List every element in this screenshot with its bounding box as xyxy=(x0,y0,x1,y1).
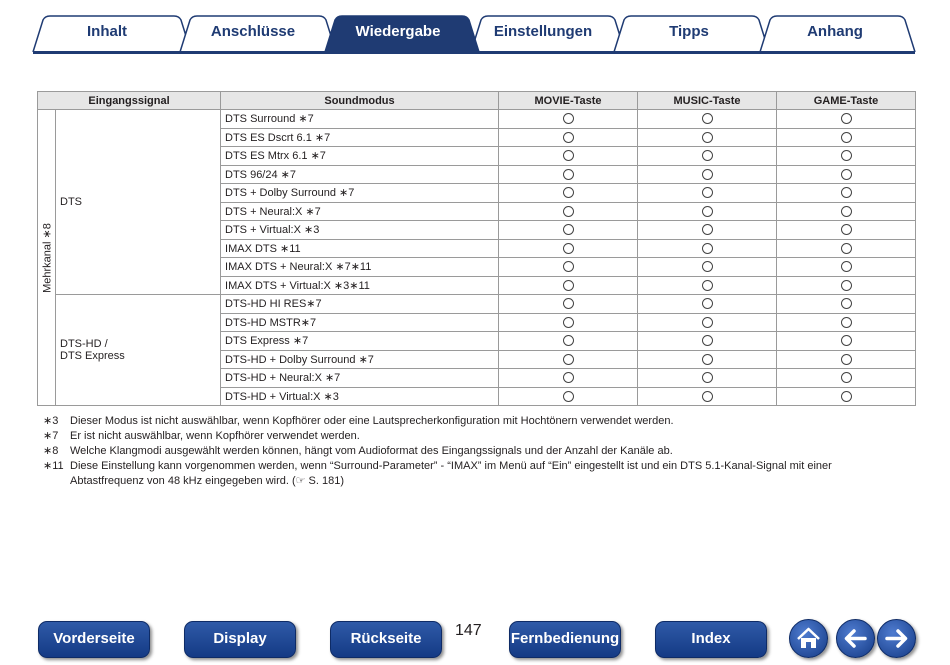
music-cell xyxy=(638,128,777,147)
circle-mark-icon xyxy=(702,243,713,254)
music-cell xyxy=(638,387,777,406)
movie-cell xyxy=(499,184,638,203)
circle-mark-icon xyxy=(841,372,852,383)
game-cell xyxy=(777,276,916,295)
music-cell xyxy=(638,147,777,166)
movie-cell xyxy=(499,387,638,406)
table-body xyxy=(38,110,916,406)
music-cell xyxy=(638,332,777,351)
circle-mark-icon xyxy=(841,261,852,272)
circle-mark-icon xyxy=(841,298,852,309)
home-button[interactable] xyxy=(789,619,828,658)
vertical-label: Mehrkanal ∗8 xyxy=(41,222,53,293)
game-cell xyxy=(777,221,916,240)
header-movie: MOVIE-Taste xyxy=(499,92,638,110)
circle-mark-icon xyxy=(841,150,852,161)
footnote-ref: ∗3 xyxy=(43,415,59,427)
display-button[interactable]: Display xyxy=(184,621,296,658)
movie-cell xyxy=(499,276,638,295)
arrow-left-icon xyxy=(837,620,874,657)
input-signal-cell: DTS-HD / DTS Express xyxy=(56,295,221,406)
game-cell xyxy=(777,258,916,277)
arrow-right-icon xyxy=(878,620,915,657)
header-game: GAME-Taste xyxy=(777,92,916,110)
footnote-text: Diese Einstellung kann vorgenommen werden, wenn “Surround-Parameter” - “IMAX” im Menü auf “Ein” eingestellt ist und ein DTS 5.1-Kanal-Signal mit einer Abtastfrequenz von 48 kHz eingegeben wird. (☞ S. 181) xyxy=(70,460,832,487)
circle-mark-icon xyxy=(563,280,574,291)
sound-mode-cell: IMAX DTS ∗11 xyxy=(221,239,499,258)
vorderseite-button[interactable]: Vorderseite xyxy=(38,621,150,658)
sound-mode-cell: DTS-HD + Neural:X ∗7 xyxy=(221,369,499,388)
circle-mark-icon xyxy=(702,224,713,235)
music-cell xyxy=(638,221,777,240)
movie-cell xyxy=(499,221,638,240)
music-cell xyxy=(638,313,777,332)
circle-mark-icon xyxy=(702,113,713,124)
circle-mark-icon xyxy=(563,224,574,235)
circle-mark-icon xyxy=(702,150,713,161)
circle-mark-icon xyxy=(841,280,852,291)
game-cell xyxy=(777,387,916,406)
footnote-text: Dieser Modus ist nicht auswählbar, wenn Kopfhörer oder eine Lautsprecherkonfiguration mit Hochtönern verwendet werden. xyxy=(70,415,674,427)
circle-mark-icon xyxy=(841,169,852,180)
music-cell xyxy=(638,184,777,203)
circle-mark-icon xyxy=(563,317,574,328)
sound-mode-table xyxy=(37,91,916,406)
back-button[interactable] xyxy=(836,619,875,658)
sound-mode-cell: DTS 96/24 ∗7 xyxy=(221,165,499,184)
footnote-text: Welche Klangmodi ausgewählt werden können, hängt vom Audioformat des Eingangssignals und der Anzahl der Kanäle ab. xyxy=(70,445,673,457)
music-cell xyxy=(638,110,777,129)
sound-mode-cell: DTS-HD + Virtual:X ∗3 xyxy=(221,387,499,406)
table-header-row xyxy=(38,92,916,110)
movie-cell xyxy=(499,369,638,388)
circle-mark-icon xyxy=(841,354,852,365)
circle-mark-icon xyxy=(702,335,713,346)
home-icon xyxy=(790,620,827,657)
sound-mode-cell: DTS-HD MSTR∗7 xyxy=(221,313,499,332)
game-cell xyxy=(777,239,916,258)
circle-mark-icon xyxy=(563,243,574,254)
movie-cell xyxy=(499,350,638,369)
circle-mark-icon xyxy=(563,187,574,198)
movie-cell xyxy=(499,110,638,129)
index-button[interactable]: Index xyxy=(655,621,767,658)
forward-button[interactable] xyxy=(877,619,916,658)
game-cell xyxy=(777,369,916,388)
music-cell xyxy=(638,350,777,369)
movie-cell xyxy=(499,295,638,314)
circle-mark-icon xyxy=(702,298,713,309)
tab-wiedergabe[interactable]: Wiedergabe xyxy=(355,23,441,40)
footnote xyxy=(43,444,903,459)
footnote-text: Er ist nicht auswählbar, wenn Kopfhörer verwendet werden. xyxy=(70,430,360,442)
circle-mark-icon xyxy=(702,354,713,365)
game-cell xyxy=(777,313,916,332)
circle-mark-icon xyxy=(563,132,574,143)
circle-mark-icon xyxy=(841,243,852,254)
circle-mark-icon xyxy=(702,372,713,383)
movie-cell xyxy=(499,258,638,277)
sound-mode-cell: IMAX DTS + Neural:X ∗7∗11 xyxy=(221,258,499,277)
circle-mark-icon xyxy=(563,150,574,161)
header-music: MUSIC-Taste xyxy=(638,92,777,110)
movie-cell xyxy=(499,332,638,351)
circle-mark-icon xyxy=(841,335,852,346)
circle-mark-icon xyxy=(841,317,852,328)
sound-mode-cell: DTS Surround ∗7 xyxy=(221,110,499,129)
table-row xyxy=(38,110,916,129)
sound-mode-cell: DTS + Virtual:X ∗3 xyxy=(221,221,499,240)
footnote-ref: ∗7 xyxy=(43,430,59,442)
tab-anhang[interactable]: Anhang xyxy=(807,23,863,40)
tab-inhalt[interactable]: Inhalt xyxy=(87,23,127,40)
circle-mark-icon xyxy=(563,298,574,309)
circle-mark-icon xyxy=(563,206,574,217)
tab-tipps[interactable]: Tipps xyxy=(669,23,709,40)
game-cell xyxy=(777,184,916,203)
footnote xyxy=(43,429,903,444)
circle-mark-icon xyxy=(702,280,713,291)
circle-mark-icon xyxy=(702,317,713,328)
footnote xyxy=(43,414,903,429)
header-eingangssignal: Eingangssignal xyxy=(38,92,221,110)
rueckseite-button[interactable]: Rückseite xyxy=(330,621,442,658)
game-cell xyxy=(777,202,916,221)
circle-mark-icon xyxy=(563,169,574,180)
music-cell xyxy=(638,165,777,184)
music-cell xyxy=(638,239,777,258)
sound-mode-cell: DTS + Neural:X ∗7 xyxy=(221,202,499,221)
music-cell xyxy=(638,258,777,277)
sound-mode-cell: IMAX DTS + Virtual:X ∗3∗11 xyxy=(221,276,499,295)
movie-cell xyxy=(499,165,638,184)
circle-mark-icon xyxy=(702,261,713,272)
tab-bar xyxy=(0,0,950,56)
footnotes xyxy=(43,414,903,489)
footnote-ref: ∗8 xyxy=(43,445,59,457)
page-number: 147 xyxy=(455,622,482,639)
circle-mark-icon xyxy=(702,169,713,180)
game-cell xyxy=(777,165,916,184)
circle-mark-icon xyxy=(563,335,574,346)
game-cell xyxy=(777,295,916,314)
circle-mark-icon xyxy=(841,132,852,143)
sound-mode-cell: DTS + Dolby Surround ∗7 xyxy=(221,184,499,203)
movie-cell xyxy=(499,313,638,332)
vertical-label-cell xyxy=(38,110,56,406)
circle-mark-icon xyxy=(841,224,852,235)
game-cell xyxy=(777,128,916,147)
circle-mark-icon xyxy=(841,391,852,402)
input-signal-cell: DTS xyxy=(56,110,221,295)
circle-mark-icon xyxy=(841,113,852,124)
game-cell xyxy=(777,147,916,166)
music-cell xyxy=(638,295,777,314)
game-cell xyxy=(777,350,916,369)
circle-mark-icon xyxy=(563,391,574,402)
header-soundmodus: Soundmodus xyxy=(221,92,499,110)
sound-mode-cell: DTS ES Dscrt 6.1 ∗7 xyxy=(221,128,499,147)
table-row xyxy=(38,295,916,314)
sound-mode-cell: DTS Express ∗7 xyxy=(221,332,499,351)
footnote-ref: ∗11 xyxy=(43,460,64,472)
game-cell xyxy=(777,332,916,351)
movie-cell xyxy=(499,202,638,221)
sound-mode-cell: DTS-HD HI RES∗7 xyxy=(221,295,499,314)
sound-mode-cell: DTS ES Mtrx 6.1 ∗7 xyxy=(221,147,499,166)
circle-mark-icon xyxy=(563,372,574,383)
sound-mode-cell: DTS-HD + Dolby Surround ∗7 xyxy=(221,350,499,369)
circle-mark-icon xyxy=(702,206,713,217)
circle-mark-icon xyxy=(563,354,574,365)
tab-anschluesse[interactable]: Anschlüsse xyxy=(210,23,296,40)
circle-mark-icon xyxy=(702,391,713,402)
circle-mark-icon xyxy=(702,187,713,198)
footnote xyxy=(43,459,903,489)
music-cell xyxy=(638,276,777,295)
movie-cell xyxy=(499,239,638,258)
movie-cell xyxy=(499,128,638,147)
fernbedienung-button[interactable]: Fernbedienung xyxy=(509,621,621,658)
music-cell xyxy=(638,369,777,388)
game-cell xyxy=(777,110,916,129)
circle-mark-icon xyxy=(702,132,713,143)
circle-mark-icon xyxy=(563,113,574,124)
music-cell xyxy=(638,202,777,221)
circle-mark-icon xyxy=(841,187,852,198)
movie-cell xyxy=(499,147,638,166)
circle-mark-icon xyxy=(563,261,574,272)
tab-einstellungen[interactable]: Einstellungen xyxy=(493,23,593,40)
circle-mark-icon xyxy=(841,206,852,217)
